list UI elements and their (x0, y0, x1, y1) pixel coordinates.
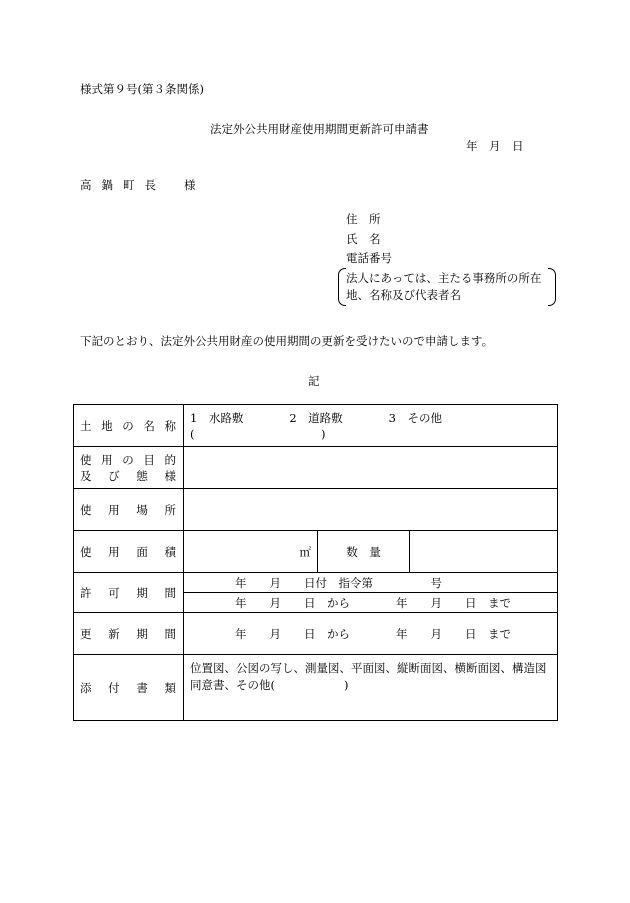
location-field[interactable] (184, 489, 558, 531)
date-line: 年 月 日 (466, 139, 524, 153)
permit-period-label (74, 573, 184, 613)
row-permit-period-1 (74, 573, 558, 593)
addressee (80, 177, 206, 193)
row-area (74, 531, 558, 573)
permit-period-line1: 年 月 日付 指令第 号 (184, 573, 558, 593)
name-label: 氏 名 (346, 232, 381, 246)
row-purpose (74, 447, 558, 489)
area-field[interactable] (184, 531, 318, 573)
purpose-field[interactable] (184, 447, 558, 489)
renewal-period-label-text: 更 新 期 間 (80, 626, 176, 641)
ki-heading: 記 (308, 374, 320, 388)
request-text: 下記のとおり、法定外公共用財産の使用期間の更新を受けたいので申請します。 (80, 334, 494, 348)
phone-label: 電話番号 (346, 251, 392, 265)
attachments-text: 位置図、公図の写し、測量図、平面図、縦断面図、横断面図、構造図同意書、その他( ) (184, 655, 558, 721)
area-unit: ㎡ (299, 544, 311, 559)
application-table (73, 404, 558, 721)
addressee-suffix: 様 (184, 178, 206, 192)
location-label (74, 489, 184, 531)
land-name-label-text: 土 地 の 名 称 (80, 418, 176, 433)
row-location (74, 489, 558, 531)
permit-period-label-text: 許 可 期 間 (80, 585, 176, 600)
document-title: 法定外公共用財産使用期間更新許可申請書 (210, 122, 429, 136)
purpose-label-line2: 及 び 態 様 (80, 468, 176, 483)
form-number: 様式第９号(第３条関係) (80, 82, 204, 96)
purpose-label-line1: 使 用 の 目 的 (80, 452, 176, 467)
renewal-period-label (74, 613, 184, 655)
row-land-name (74, 405, 558, 447)
corporate-note: 法人にあっては、主たる事務所の所在地、名称及び代表者名 (338, 268, 556, 306)
permit-period-line2: 年 月 日 から 年 月 日 まで (184, 593, 558, 613)
address-label: 住 所 (346, 212, 381, 226)
quantity-field[interactable] (410, 531, 558, 573)
attachments-label-text: 添 付 書 類 (80, 680, 176, 695)
land-name-options: 1 水路敷 2 道路敷 3 その他( ) (184, 405, 558, 447)
renewal-period-line: 年 月 日 から 年 月 日 まで (184, 613, 558, 655)
quantity-label: 数 量 (318, 531, 410, 573)
attachments-label (74, 655, 184, 721)
addressee-name: 高鍋町長 (80, 178, 166, 192)
purpose-label (74, 447, 184, 489)
land-name-label (74, 405, 184, 447)
location-label-text: 使 用 場 所 (80, 502, 176, 517)
area-label (74, 531, 184, 573)
area-label-text: 使 用 面 積 (80, 544, 176, 559)
row-attachments (74, 655, 558, 721)
row-renewal-period (74, 613, 558, 655)
